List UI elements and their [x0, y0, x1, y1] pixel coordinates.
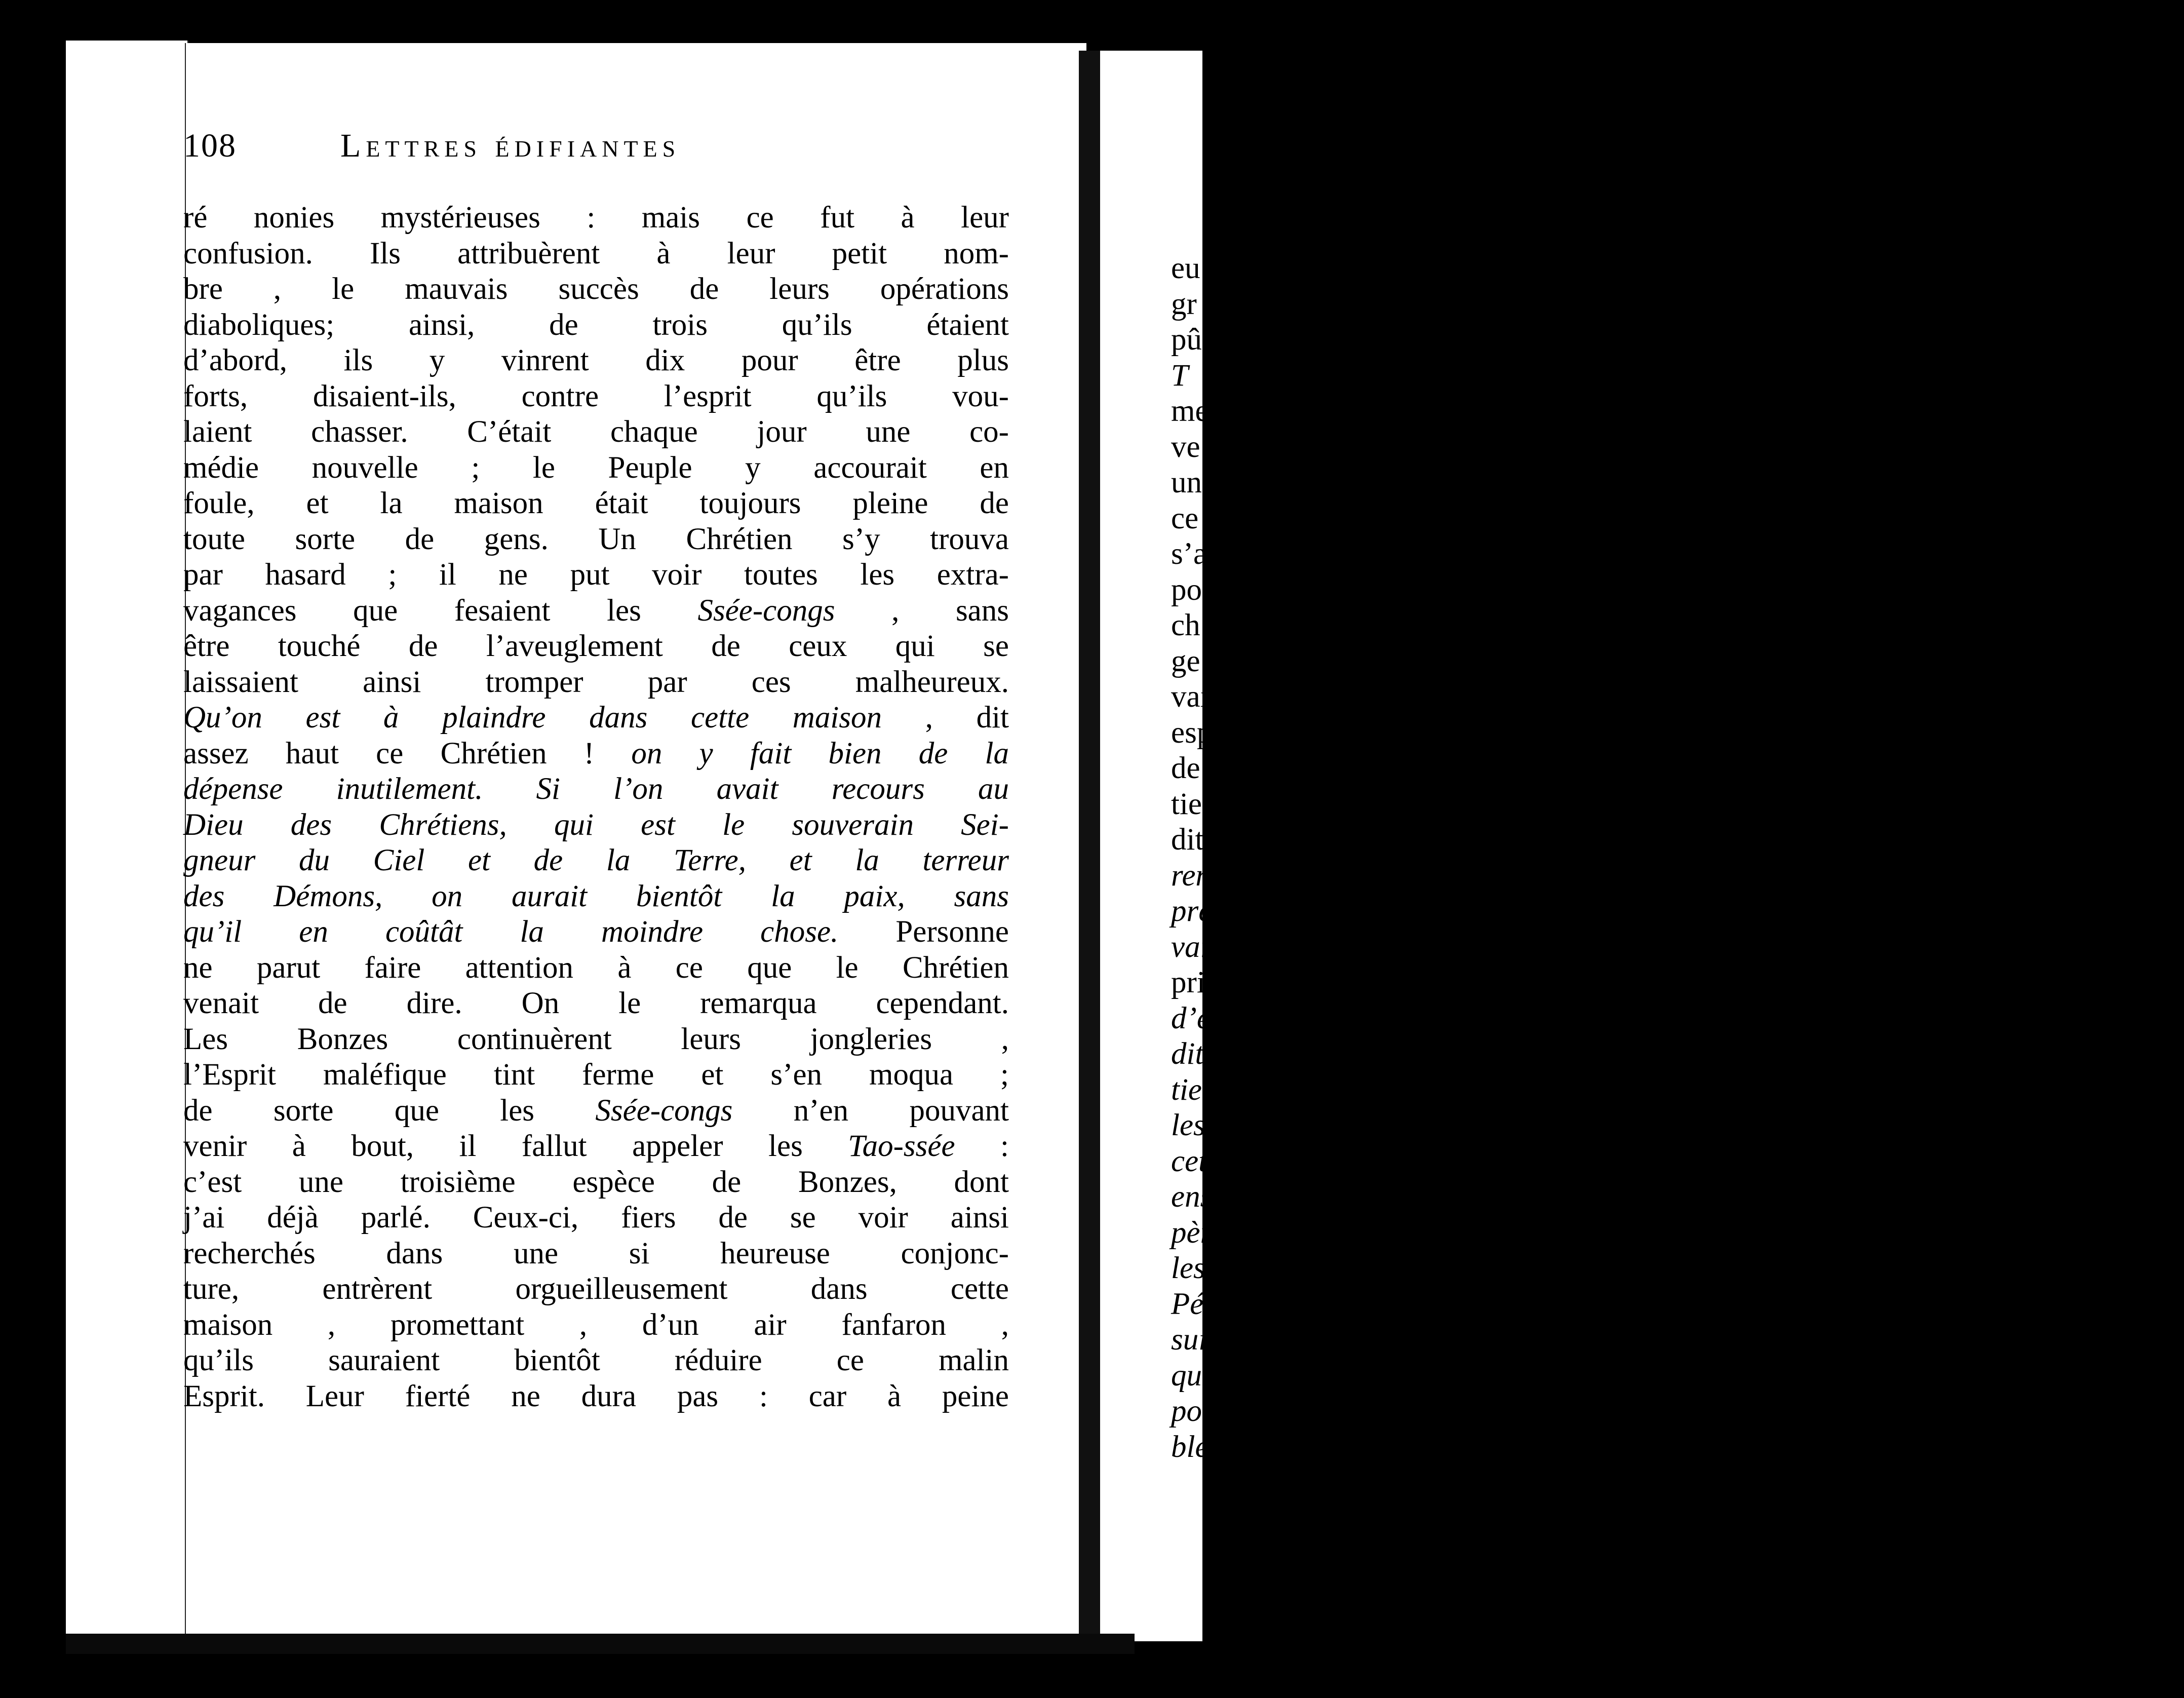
line-segment: venir à bout, il fallut appeler les: [183, 1129, 848, 1163]
line-segment: n’en pouvant: [732, 1093, 1009, 1128]
text-line: forts, disaient-ils, contre l’esprit qu’ils vou-: [183, 379, 1009, 413]
text-line: recherchés dans une si heureuse conjonc-: [183, 1236, 1009, 1270]
right-page-line: ve: [1171, 430, 1200, 464]
text-line-italic: dépense inutilement. Si l’on avait recours au: [183, 772, 1009, 806]
text-line: venait de dire. On le remarqua cependant.: [183, 986, 1009, 1020]
line-segment: de sorte que les: [183, 1093, 596, 1128]
text-line: qu’ils sauraient bientôt réduire ce malin: [183, 1343, 1009, 1377]
italic-term: Tao-ssée: [848, 1129, 955, 1163]
line-segment: Personne: [838, 915, 1009, 949]
right-page-line: eu: [1171, 251, 1200, 285]
text-line: confusion. Ils attribuèrent à leur petit nom-: [183, 236, 1009, 271]
right-page-line: vai: [1171, 680, 1209, 714]
right-page-line: un: [1171, 466, 1202, 499]
right-page-line: tie: [1171, 787, 1202, 821]
text-line: Les Bonzes continuèrent leurs jongleries ,: [183, 1022, 1009, 1056]
right-page-line: Péc: [1171, 1287, 1218, 1321]
text-line: [183, 914, 1009, 950]
italic-quote: on y fait bien de la: [594, 736, 1009, 770]
right-page-line: s’a: [1171, 537, 1207, 571]
right-page-line: ch: [1171, 608, 1200, 642]
line-segment: assez haut ce Chrétien !: [183, 736, 595, 770]
text-line: [183, 1129, 1009, 1165]
text-line: Esprit. Leur fierté ne dura pas : car à peine: [183, 1379, 1009, 1413]
body-text: [183, 200, 1009, 1414]
right-page-line: tien: [1171, 1072, 1218, 1107]
italic-term: Ssée-congs: [595, 1093, 733, 1128]
text-line-italic: gneur du Ciel et de la Terre, et la terreur: [183, 843, 1009, 877]
text-line: laissaient ainsi tromper par ces malheureux.: [183, 665, 1009, 699]
right-page-line: pré: [1171, 894, 1213, 928]
right-page-line: pou: [1171, 1394, 1218, 1428]
italic-quote: Qu’on est à plaindre dans cette maison: [183, 701, 882, 735]
text-line: [183, 700, 1009, 736]
right-page-line: gr: [1171, 287, 1197, 321]
text-line: [183, 736, 1009, 772]
line-segment: :: [955, 1129, 1009, 1163]
right-page-line: ren: [1171, 858, 1212, 893]
text-line: d’abord, ils y vinrent dix pour être plus: [183, 343, 1009, 377]
right-page-line: dit.: [1171, 1037, 1212, 1071]
right-page-line: pri: [1171, 966, 1205, 999]
text-line: être touché de l’aveuglement de ceux qui se: [183, 629, 1009, 663]
page-header: [183, 127, 872, 172]
text-line: toute sorte de gens. Un Chrétien s’y trouva: [183, 522, 1009, 556]
right-page-line: ce: [1171, 501, 1199, 535]
text-line: maison , promettant , d’un air fanfaron ,: [183, 1307, 1009, 1342]
line-segment: , dit: [882, 701, 1009, 735]
line-segment: vagances que fesaient les: [183, 593, 698, 628]
text-line: ture, entrèrent orgueilleusement dans cette: [183, 1272, 1009, 1306]
text-line: [183, 593, 1009, 629]
right-page-line: vai: [1171, 930, 1209, 964]
right-page-text: [1171, 251, 2184, 1465]
running-head: Lettres édifiantes: [340, 127, 681, 164]
right-page-line: cett: [1171, 1144, 1216, 1178]
right-page-line: les: [1171, 1251, 1205, 1285]
text-line: foule, et la maison était toujours pleine de: [183, 486, 1009, 520]
right-page-line: d’é: [1171, 1001, 1211, 1035]
right-page-line: dit: [1171, 823, 1204, 857]
text-line: ré nonies mystérieuses : mais ce fut à leur: [183, 201, 1009, 235]
right-page-line: de: [1171, 751, 1200, 785]
right-page-line: pû: [1171, 323, 1202, 357]
text-line: ne parut faire attention à ce que le Chrétien: [183, 950, 1009, 985]
text-line: l’Esprit maléfique tint ferme et s’en moqua ;: [183, 1058, 1009, 1092]
text-line: laient chasser. C’était chaque jour une co-: [183, 415, 1009, 449]
right-page: [1100, 51, 1226, 1641]
right-page-line: me: [1171, 394, 1209, 428]
italic-quote: qu’il en coûtât la moindre chose.: [183, 915, 839, 949]
text-line: par hasard ; il ne put voir toutes les extra-: [183, 558, 1009, 592]
line-segment: , sans: [835, 593, 1009, 628]
right-page-line: bles: [1171, 1430, 1221, 1464]
right-page-line: esp: [1171, 715, 1213, 750]
book-gutter: [1079, 51, 1103, 1641]
text-line: médie nouvelle ; le Peuple y accourait en: [183, 450, 1009, 485]
text-line-italic: des Démons, on aurait bientôt la paix, sans: [183, 879, 1009, 913]
right-page-line: ge: [1171, 644, 1200, 678]
page-number: 108: [183, 127, 237, 164]
right-page-line: les: [1171, 1108, 1205, 1142]
text-line: bre , le mauvais succès de leurs opérations: [183, 272, 1009, 306]
text-line: c’est une troisième espèce de Bonzes, dont: [183, 1165, 1009, 1199]
text-line: diaboliques; ainsi, de trois qu’ils étaient: [183, 307, 1009, 342]
italic-term: Ssée-congs: [697, 593, 835, 628]
right-page-line: po: [1171, 572, 1202, 607]
book-bottom-edge: [66, 1634, 1135, 1654]
right-page-line: suis: [1171, 1323, 1219, 1357]
right-page-line: T: [1171, 358, 1188, 393]
text-line: j’ai déjà parlé. Ceux-ci, fiers de se voir ainsi: [183, 1201, 1009, 1234]
text-line: [183, 1093, 1009, 1129]
right-page-line: ense: [1171, 1180, 1226, 1214]
text-line-italic: Dieu des Chrétiens, qui est le souverain Sei-: [183, 807, 1009, 842]
right-page-line: père: [1171, 1215, 1225, 1250]
book-page-edges: [66, 41, 192, 1646]
right-page-line: que: [1171, 1358, 1216, 1393]
